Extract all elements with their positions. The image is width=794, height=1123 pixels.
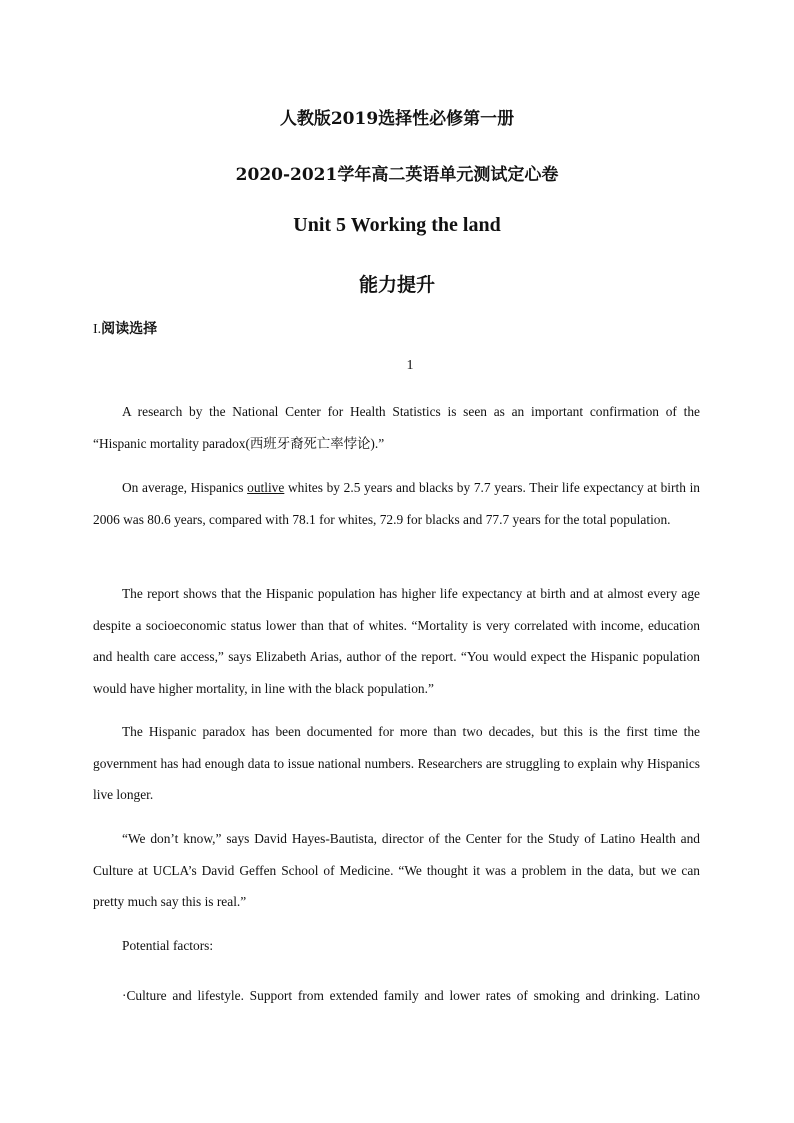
- textbook-title: 人教版2019选择性必修第一册: [279, 109, 515, 129]
- section-heading: [93, 318, 157, 338]
- paragraph-5: “We don’t know,” says David Hayes-Bautista, director of the Center for the Study of Latino Health and Culture at UCLA’s David Geffen School of Medicine. “We thought it was a problem in the data, but we can pretty much say this is real.”: [93, 831, 700, 909]
- underlined-word: outlive: [247, 480, 285, 495]
- exam-title: 2020-2021学年高二英语单元测试定心卷: [235, 165, 559, 185]
- paragraph-2-start: On average, Hispanics: [122, 480, 248, 495]
- unit-title: Unit 5 Working the land: [293, 214, 501, 236]
- section-subtitle: 能力提升: [358, 274, 435, 296]
- paragraph-7: ·Culture and lifestyle. Support from extended family and lower rates of smoking and drinking. Latino: [122, 988, 700, 1003]
- paragraph-4: The Hispanic paradox has been documented for more than two decades, but this is the first time the government has had enough data to issue national numbers. Researchers are struggling to explain why Hispanics live longer.: [93, 724, 700, 802]
- paragraph-2: [93, 472, 700, 535]
- section-label: 阅读选择: [101, 322, 158, 337]
- passage-number: 1: [406, 358, 414, 373]
- section-number: I.: [93, 322, 102, 337]
- paragraph-2-rest: whites by 2.5 years and blacks by 7.7 years. Their life expectancy at birth in 2006 was 80.6 years, compared with 78.1 for whites, 72.9 for blacks and 77.7 years for the total population.: [93, 480, 700, 527]
- paragraph-3: The report shows that the Hispanic population has higher life expectancy at birth and at almost every age despite a socioeconomic status lower than that of whites. “Mortality is very correlated with income, education and health care access,” says Elizabeth Arias, author of the report. “You would expect the Hispanic population would have higher mortality, in line with the black population.”: [93, 586, 700, 696]
- paragraph-6: Potential factors:: [122, 938, 214, 953]
- paragraph-1: A research by the National Center for Health Statistics is seen as an important confirmation of the “Hispanic mortality paradox(西班牙裔死亡率悖论).”: [93, 404, 700, 451]
